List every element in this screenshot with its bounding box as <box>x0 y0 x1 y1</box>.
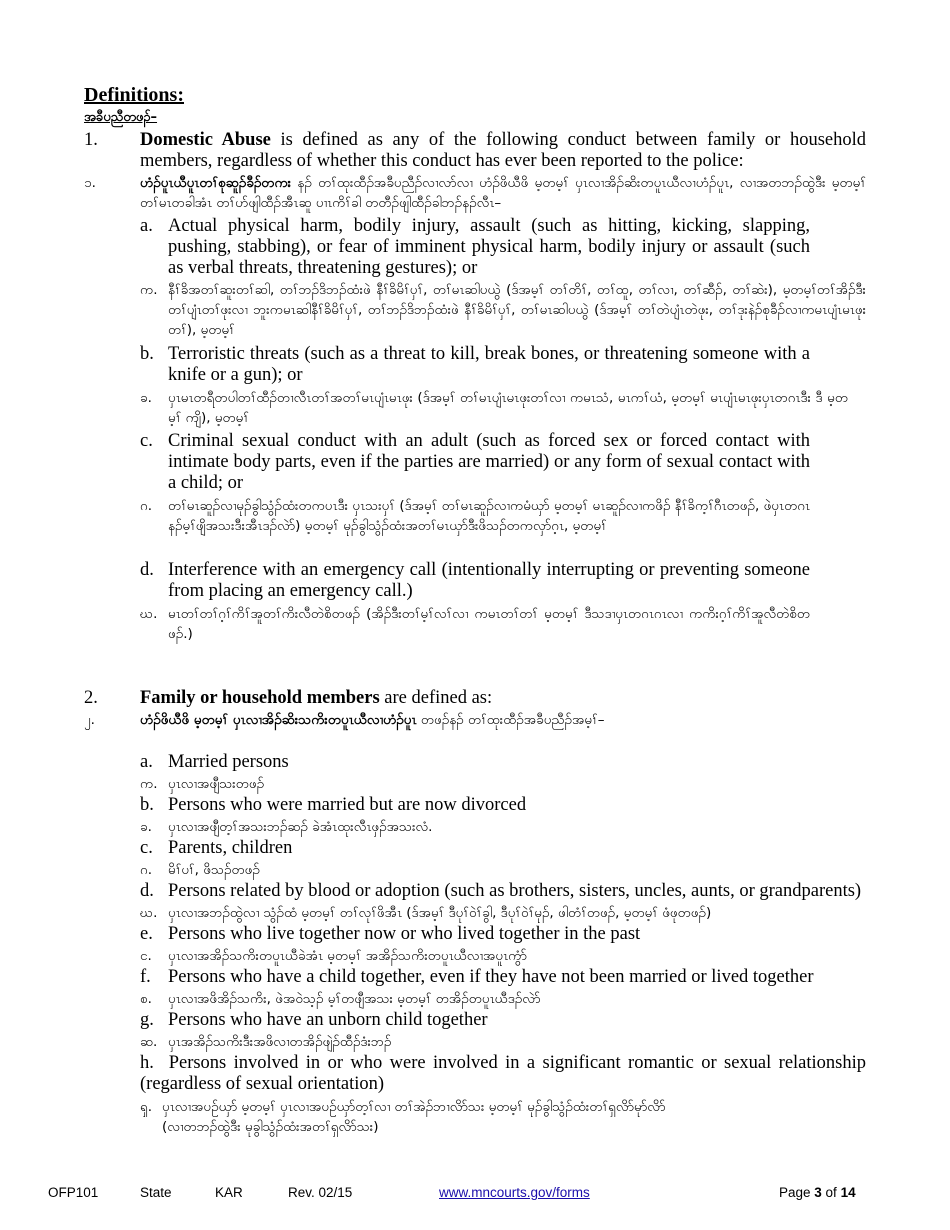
item-1c-letter: c. <box>140 431 153 451</box>
item-2g-letter-karen: ဆ. <box>140 1034 158 1050</box>
section-2-definition <box>140 688 866 709</box>
page-of-label: of <box>821 1185 841 1200</box>
item-1d-text: Interference with an emergency call (intentionally interrupting or preventing someone from placing an emergency call.) <box>168 560 810 601</box>
footer-forms-link[interactable]: www.mncourts.gov/forms <box>439 1185 590 1200</box>
item-2h-letter: h. <box>140 1053 154 1073</box>
section-1-text: is defined as any of the following conduct between family or household members, regardless of whether this conduct has ever been reported to the police: <box>140 130 866 171</box>
footer-page-indicator <box>779 1185 856 1200</box>
item-1a-text: Actual physical harm, bodily injury, assault (such as hitting, kicking, slapping, pushing, stabbing), or fear of imminent physical harm, bodily injury or assault (such as verbal threats, threatening gestures); or <box>168 216 810 278</box>
item-2b-text-karen: ပှၤလၢအဖျီတ့ၢ်အသးဘၣ်ဆၣ် ခဲအံၤထုးလီၤဖှၣ်အသးလံ. <box>168 819 433 835</box>
item-2h-text: Persons involved in or who were involved in a significant romantic or sexual relationship (regardless of sexual orientation) <box>140 1053 867 1094</box>
section-2-term-karen: ဟံၣ်ဖိယီဖိ မ့တမ့ၢ် ပှၤလၢအိၣ်ဆိးသကိးတပူၤယီလၢဟံၣ်ပူၤ <box>140 712 417 728</box>
item-1a-text-karen: နီၢ်ခိအတၢ်ဆူးတၢ်ဆါ, တၢ်ဘၣ်ဒိဘၣ်ထံးဖဲ နီၢ်ခိမိၢ်ပှၢ်, တၢ်မၤဆါပယွဲ (ဒ်အမ့ၢ် တၢ်တိၢ်, တၢ်ထူ, တၢ်လၢ, တၢ်ဆီၣ်, တၢ်ဆဲး), မ့တမ့ၢ်တၢ်အိၣ်ဒီးတၢ်ပျံၤတၢ်ဖုးလၢ ဘူးကမၤဆါနီၢ်ခိမိၢ်ပှၢ်, တၢ်ဘၣ်ဒိဘၣ်ထံးဖဲ နီၢ်ခိမိၢ်ပှၢ်, တၢ်မၤဆါပယွဲ (ဒ်အမ့ၢ် တၢ်တဲပျံၤတဲဖုး, တၢ်ဒုးနဲၣ်စုခီၣ်လၢကမၤပျံၤမၤဖုးတၢ်), မ့တမ့ၢ် <box>168 282 866 338</box>
section-2-text: are defined as: <box>379 688 493 708</box>
item-2e-text: Persons who live together now or who lived together in the past <box>168 924 641 944</box>
item-2a-letter: a. <box>140 752 153 772</box>
item-1b-text: Terroristic threats (such as a threat to kill, break bones, or threatening someone with a knife or a gun); or <box>168 344 810 385</box>
item-1b-text-karen: ပှၤမၤတရီတပါတၢ်ထီၣ်တၢလီၤတၢ်အတၢ်မၤပျံၤမၤဖုး (ဒ်အမ့ၢ် တၢ်မၤပျံၤမၤဖုးတၢ်လၢ ကမၤသံ, မၤကၢ်ယံ, မ့တမ့ၢ် မၤပျံၤမၤဖုးပှၤတဂၤဒီး ဒီ မ့တမ့ၢ် ကျိ), မ့တမ့ၢ် <box>168 390 848 426</box>
section-1-term: Domestic Abuse <box>140 130 271 150</box>
item-2c-text: Parents, children <box>168 838 293 858</box>
item-1d-letter: d. <box>140 560 154 580</box>
section-2-text-karen: တဖၣ်နၣ် တၢ်ထုးထီၣ်အခီပညီၣ်အမ့ၢ်– <box>416 712 605 728</box>
item-2a-text-karen: ပှၤလၢအဖျီသးတဖၣ် <box>168 776 265 792</box>
item-2a-letter-karen: က. <box>140 776 158 792</box>
item-2c-letter-karen: ဂ. <box>140 862 153 878</box>
section-1-number-karen: ၁. <box>84 175 96 191</box>
item-2d-text: Persons related by blood or adoption (such as brothers, sisters, uncles, aunts, or grandparents) <box>168 881 862 901</box>
footer-language: KAR <box>215 1185 243 1200</box>
item-2h <box>140 1053 866 1095</box>
item-1d-letter-karen: ဃ. <box>140 606 158 622</box>
section-2-definition-karen <box>140 710 866 730</box>
item-2h-text-karen-line2: (လၢတဘၣ်ထွဲဒီး မုခွါသွံၣ်ထံးအတၢ်ရှလိာ်သး) <box>162 1119 379 1135</box>
section-2-term: Family or household members <box>140 688 380 708</box>
page-total: 14 <box>840 1185 856 1200</box>
item-1a-letter-karen: က. <box>140 282 158 298</box>
item-2g-letter: g. <box>140 1010 154 1030</box>
item-1c-letter-karen: ဂ. <box>140 498 153 514</box>
item-2f-text-karen: ပှၤလၢအဖိအိၣ်သကိး, ဖဲအဝဲသ့ၣ် မ့ၢ်တဖျီအသး မ့တမ့ၢ် တအိၣ်တပူၤယီဒၣ်လဲာ် <box>168 991 541 1007</box>
item-2a-text: Married persons <box>168 752 289 772</box>
item-2d-letter: d. <box>140 881 154 901</box>
section-2-number: 2. <box>84 688 98 708</box>
item-2c-letter: c. <box>140 838 153 858</box>
item-1b-letter-karen: ခ. <box>140 390 152 406</box>
item-1b-letter: b. <box>140 344 154 364</box>
footer-form-number: OFP101 <box>48 1185 99 1200</box>
item-2f-letter-karen: စ. <box>140 991 152 1007</box>
item-2b-letter-karen: ခ. <box>140 819 152 835</box>
item-2e-letter-karen: င. <box>140 948 152 964</box>
footer-revision: Rev. 02/15 <box>288 1185 353 1200</box>
item-2b-text: Persons who were married but are now divorced <box>168 795 527 815</box>
item-1a-letter: a. <box>140 216 153 236</box>
item-1d-text-karen: မၤတၢ်တၢ်ဂ့ၢ်ကိၢ်အူတၢ်ကိးလီတဲစိတဖၣ် (အိၣ်ဒီးတၢ်မ့ၢ်လၢ်လၢ ကမၤတၢ်တၢ် မ့တမ့ၢ် ဒီသဒၢပှၤတဂၤဂၤလၢ ကကိးဂ့ၢ်ကိၢ်အူလီတဲစိတဖၣ်.) <box>168 606 810 642</box>
item-2h-text-karen: ပှၤလၢအပဉ်ယှာ် မ့တမ့ၢ် ပှၤလၢအပဉ်ယှာ်တ့ၢ်လၢ တၢ်အဲၣ်ဘၢလိာ်သး မ့တမ့ၢ် မုၣ်ခွါသွံၣ်ထံးတၢ်ရှလိာ်မုာ်လိာ် <box>162 1099 666 1115</box>
section-1-definition <box>140 130 866 172</box>
page-title: Definitions: <box>84 84 184 106</box>
item-2g-text-karen: ပှၤအအိၣ်သကိးဒီးအဖိလၢတအိၣ်ဖျဲၣ်ထီၣ်ဒံးဘၣ် <box>168 1034 392 1050</box>
item-2f-text: Persons who have a child together, even if they have not been married or lived together <box>168 967 814 987</box>
section-1-definition-karen <box>140 173 866 213</box>
item-2g-text: Persons who have an unborn child together <box>168 1010 488 1030</box>
item-2c-text-karen: မိၢ်ပၢ်, ဖိသၣ်တဖၣ် <box>168 862 260 878</box>
page-label: Page <box>779 1185 815 1200</box>
item-2d-text-karen: ပှၤလၢအဘၣ်ထွဲလၢ သွံၣ်ထံ မ့တမ့ၢ် တၢ်လုၢ်ဖိအီၤ (ဒ်အမ့ၢ် ဒီပုၢ်ဝဲၢ်ခွါ, ဒီပုၢ်ဝဲၢ်မုၣ်, ဖါတံၢ်တဖၣ်, မ့တမ့ၢ် ဖံဖုတဖၣ်) <box>168 905 712 921</box>
item-2h-letter-karen: ၡ. <box>140 1099 153 1115</box>
item-1c-text-karen: တၢ်မၤဆူၣ်လၢမုၣ်ခွါသွံၣ်ထံးတကပၤဒီး ပှၤသးပှၢ် (ဒ်အမ့ၢ် တၢ်မၤဆူၣ်လၢကမံယှာ် မ့တမ့ၢ် မၤဆူၣ်လၢကဖိၣ် နီၢ်ခိက့ၢ်ဂီၤတဖၣ်, ဖဲပှၤတဂၤနၣ်မ့ၢ်ဖျိအသးဒီးအီၤဒၣ်လဲာ်) မ့တမ့ၢ် မုၣ်ခွါသွံၣ်ထံးအတၢ်မၤယှာ်ဒီးဖိသၣ်တကလှာ်ဂ့ၤ, မ့တမ့ၢ် <box>168 498 810 534</box>
item-2e-letter: e. <box>140 924 153 944</box>
item-1c-text: Criminal sexual conduct with an adult (such as forced sex or forced contact with intimate body parts, even if the parties are married) or any form of sexual contact with a child; or <box>168 431 810 493</box>
section-2-number-karen: ၂. <box>84 712 95 728</box>
page-subtitle-karen: အခီပညီတဖၣ်– <box>84 110 158 125</box>
section-1-term-karen: ဟံၣ်ပူၤယီပူၤတၢ်စုဆူၣ်ခီၣ်တကး <box>140 175 292 191</box>
item-2f-letter: f. <box>140 967 151 987</box>
page-number: 3 <box>814 1185 822 1200</box>
section-1-text-karen: နၣ် တၢ်ထုးထီၣ်အခီပညီၣ်လၢလာ်လၢ ဟံၣ်ဖိယီဖိ မ့တမ့ၢ် ပှၤလၢအိၣ်ဆိးတပူၤယီလၢဟံၣ်ပူၤ, လၢအတဘၣ်ထွဲဒီး မ့တမ့ၢ် တၢ်မၤတခါအံၤ တၢ်ဟ်ဖျါထီၣ်အီၤဆူ ပၢၤကိၢ်ခါ တတီၣ်ဖျါထီၣ်ခါဘၣ်နၣ်လီၤ– <box>140 175 866 211</box>
footer-state: State <box>140 1185 172 1200</box>
item-2e-text-karen: ပှၤလၢအအိၣ်သကိးတပူၤယီခဲအံၤ မ့တမ့ၢ် အအိၣ်သကိးတပူၤယီလၢအပူၤကွံာ် <box>168 948 527 964</box>
item-2b-letter: b. <box>140 795 154 815</box>
section-1-number: 1. <box>84 130 98 150</box>
item-2d-letter-karen: ဃ. <box>140 905 158 921</box>
